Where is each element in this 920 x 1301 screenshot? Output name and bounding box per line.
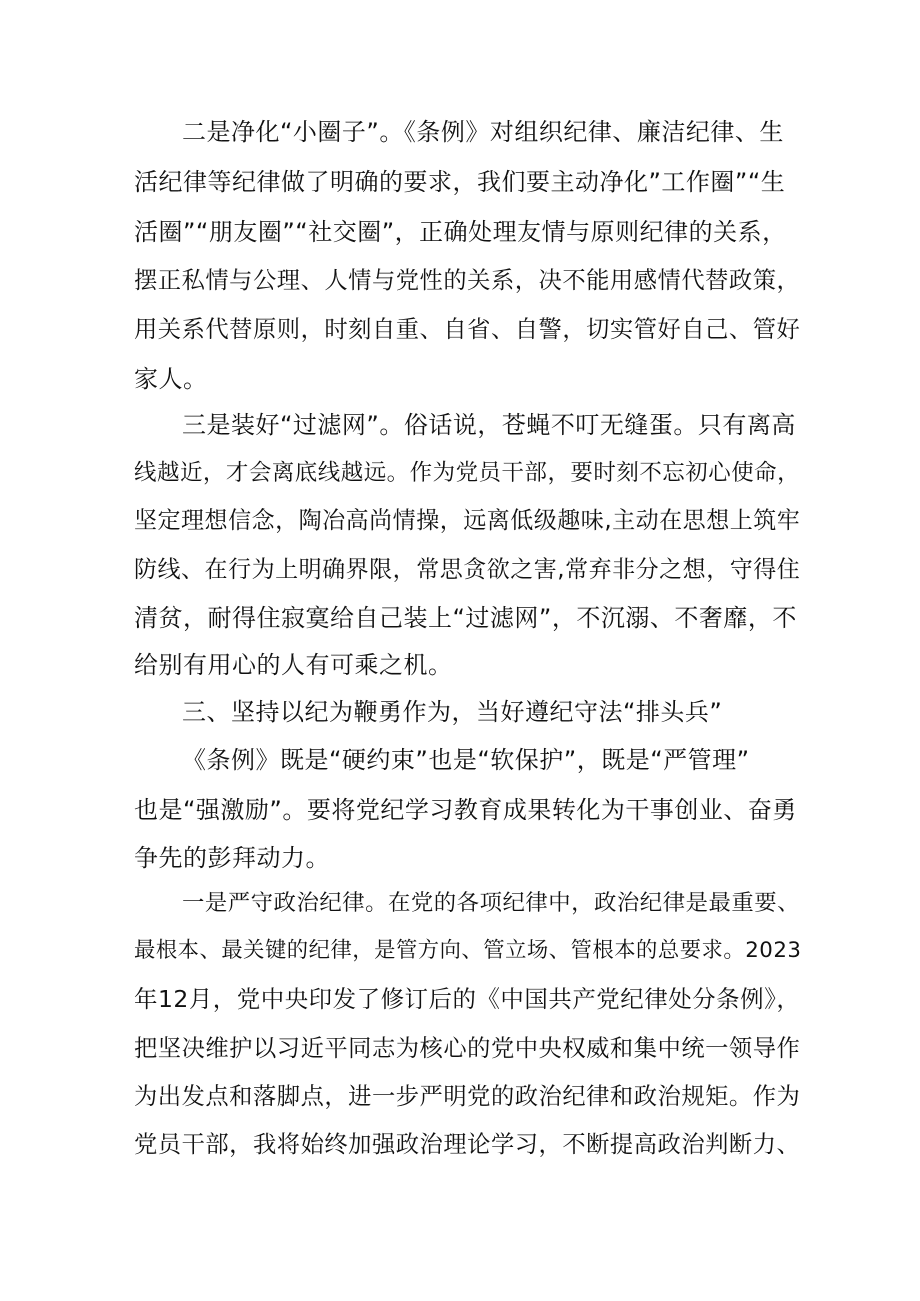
text-line: 年12月，党中央印发了修订后的《中国共产党纪律处分条例》， — [134, 985, 801, 1013]
text-line: 摆正私情与公理、人情与党性的关系，决不能用感情代替政策， — [134, 267, 801, 294]
text-line: 最根本、最关键的纪律，是管方向、管立场、管根本的总要求。2023 — [134, 938, 802, 963]
text-line: 党员干部，我将始终加强政治理论学习，不断提高政治判断力、 — [134, 1131, 801, 1158]
text-line: 活纪律等纪律做了明确的要求，我们要主动净化”工作圈”“生 — [134, 168, 786, 196]
text-line: 清贫，耐得住寂寞给自己装上“过滤网”，不沉溺、不奢靡，不 — [134, 604, 797, 632]
text-line: 把坚决维护以习近平同志为核心的党中央权威和集中统一领导作 — [134, 1035, 801, 1062]
text-line: 线越近，才会离底线越远。作为党员干部，要时刻不忘初心使命， — [134, 460, 801, 486]
text-line: 用关系代替原则，时刻自重、自省、自警，切实管好自己、管好 — [134, 316, 801, 343]
text-line: 家人。 — [134, 365, 208, 393]
text-line: 活圈”“朋友圈”“社交圈”，正确处理友情与原则纪律的关系， — [134, 218, 787, 246]
text-line: 也是“强激励”。要将党纪学习教育成果转化为干事创业、奋勇 — [134, 796, 797, 824]
section-heading: 三、坚持以纪为鞭勇作为，当好遵纪守法“排头兵” — [182, 698, 723, 726]
text-line: 争先的彭拜动力。 — [134, 844, 330, 872]
text-line: 三是装好“过滤网”。俗话说，苍蝇不叮无缝蛋。只有离高 — [182, 411, 796, 439]
text-line: 给别有用心的人有可乘之机。 — [134, 651, 453, 679]
text-line: 为出发点和落脚点，进一步严明党的政治纪律和政治规矩。作为 — [134, 1083, 801, 1110]
text-line: 《条例》既是“硬约束”也是“软保护”，既是“严管理” — [182, 746, 750, 774]
text-line: 一是严守政治纪律。在党的各项纪律中，政治纪律是最重要、 — [182, 890, 801, 916]
text-line: 二是净化“小圈子”。《条例》对组织纪律、廉洁纪律、生 — [182, 118, 784, 146]
text-line: 坚定理想信念，陶冶高尚情操，远离低级趣味,主动在思想上筑牢 — [134, 508, 801, 534]
text-line: 防线、在行为上明确界限，常思贪欲之害,常弃非分之想，守得住 — [134, 557, 801, 583]
